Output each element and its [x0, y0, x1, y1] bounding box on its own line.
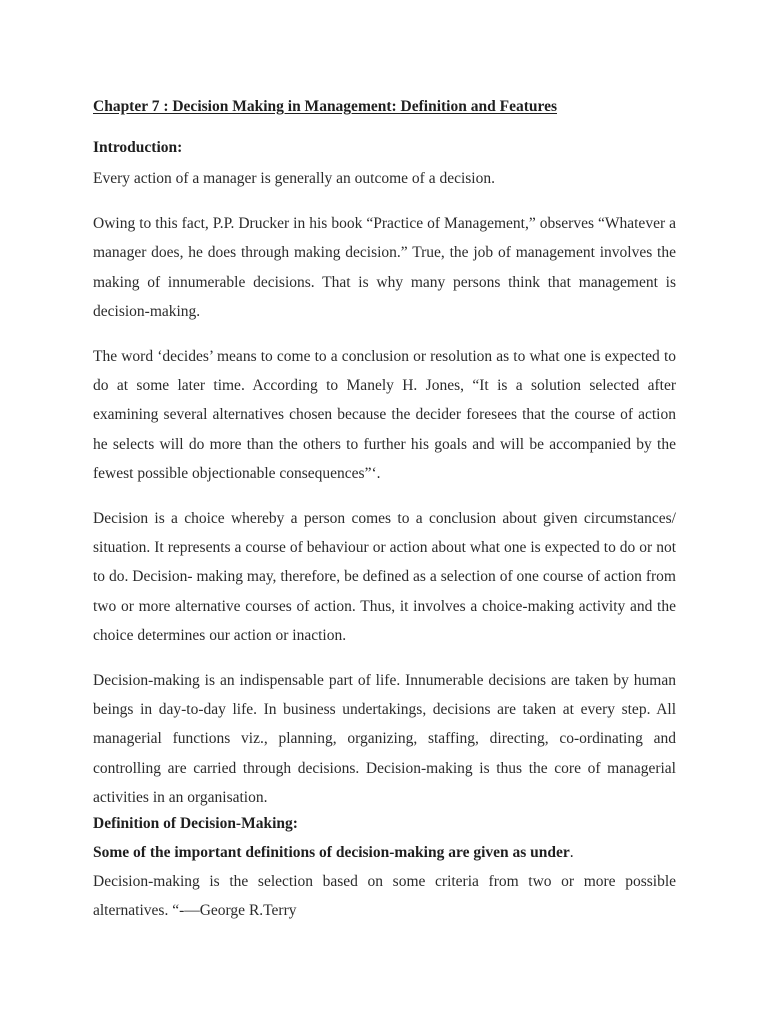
paragraph-2: Owing to this fact, P.P. Drucker in his book “Practice of Management,” observes “Whatever a manager does, he does through making decision.” True, the job of management involves the making of innumerable decisions. That is why many persons think that management is decision-making.	[93, 215, 676, 320]
definitions-lead	[93, 838, 676, 867]
definitions-lead-end: .	[569, 844, 574, 862]
paragraph-3: The word ‘decides’ means to come to a conclusion or resolution as to what one is expected to do at some later time. According to Manely H. Jones, “It is a solution selected after examining several alternatives chosen because the decider foresees that the course of action he selects will do more than the others to further his goals and will be accompanied by the fewest possible objectionable consequences”‘.	[93, 348, 676, 482]
chapter-title: Chapter 7 : Decision Making in Management: Definition and Features	[93, 98, 557, 115]
introduction-heading: Introduction:	[93, 139, 183, 156]
paragraph-4: Decision is a choice whereby a person comes to a conclusion about given circumstances/ situation. It represents a course of behaviour or action about what one is expected to do or not to do. Decision- making may, therefore, be defined as a selection of one course of action from two or more alternative courses of action. Thus, it involves a choice-making activity and the choice determines our action or inaction.	[93, 510, 676, 644]
paragraph-1: Every action of a manager is generally an outcome of a decision.	[93, 170, 495, 187]
document-page	[93, 96, 676, 941]
definition-paragraph: Decision-making is the selection based on some criteria from two or more possible alternatives. “-—George R.Terry	[93, 873, 676, 920]
paragraph-5: Decision-making is an indispensable part of life. Innumerable decisions are taken by human beings in day-to-day life. In business undertakings, decisions are taken at every step. All managerial functions viz., planning, organizing, staffing, directing, co-ordinating and controlling are carried through decisions. Decision-making is thus the core of managerial activities in an organisation.	[93, 672, 676, 806]
definition-heading: Definition of Decision-Making:	[93, 815, 298, 833]
definitions-lead-text: Some of the important definitions of decision-making are given as under	[93, 844, 570, 862]
